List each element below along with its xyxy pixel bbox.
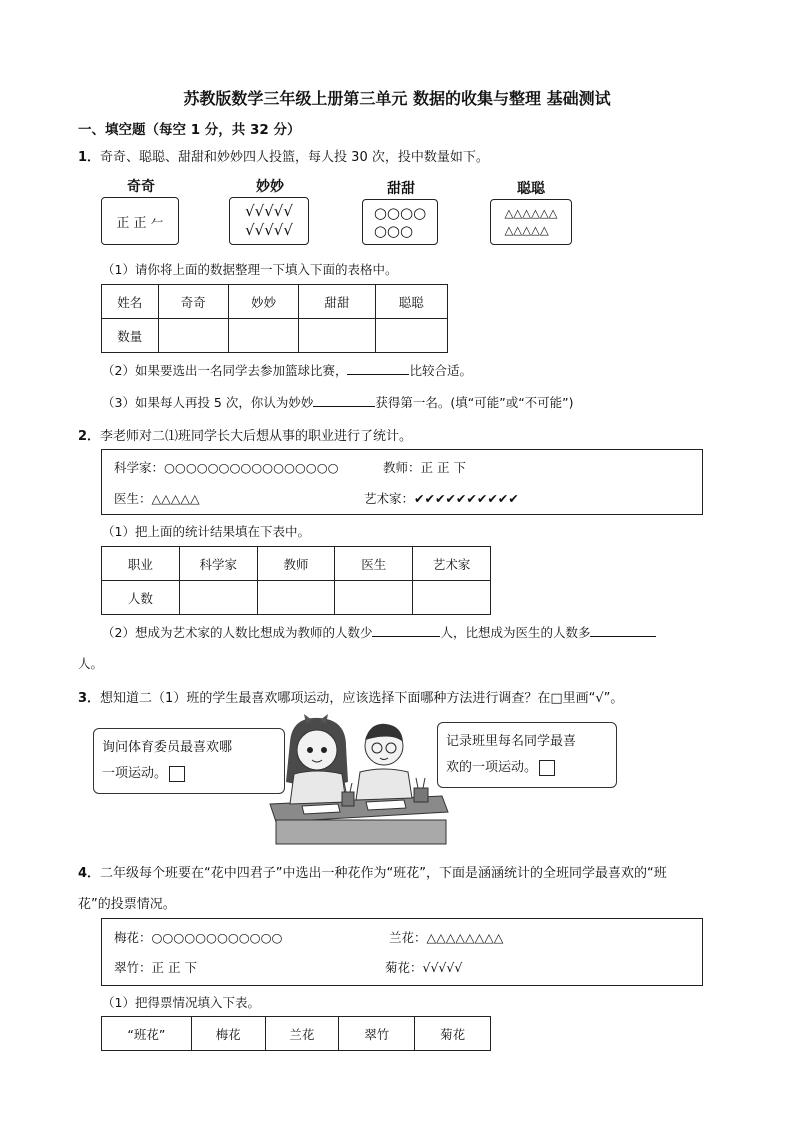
doctor-tally: 医生：△△△△△ xyxy=(114,491,200,506)
answer-cell[interactable] xyxy=(375,319,447,353)
question-3 xyxy=(78,687,623,706)
section-heading: 一、填空题（每空 1 分，共 32 分） xyxy=(78,122,301,138)
sub2-text-a: （2）想成为艺术家的人数比想成为教师的人数少 xyxy=(102,625,373,640)
circle-box xyxy=(362,199,438,245)
meihua-tally: 梅花：○○○○○○○○○○○○ xyxy=(114,930,283,945)
answer-cell[interactable] xyxy=(413,581,491,615)
table-header: 聪聪 xyxy=(375,285,447,319)
q2-sub1: （1）把上面的统计结果填在下表中。 xyxy=(102,524,310,539)
q1-sub3 xyxy=(102,393,574,411)
students-illustration xyxy=(262,712,452,846)
answer-blank[interactable] xyxy=(590,624,656,637)
option-a-text: 一项运动。 xyxy=(102,766,168,781)
option-a-bubble xyxy=(93,728,285,794)
answer-blank[interactable] xyxy=(313,394,375,407)
option-b-bubble xyxy=(437,722,617,788)
question-number: 4． xyxy=(78,866,101,881)
question-4-cont: 花”的投票情况。 xyxy=(78,897,176,912)
question-text: 想知道二（1）班的学生最喜欢哪项运动，应该选择下面哪种方法进行调查？在□里画“√”。 xyxy=(100,691,624,706)
q1-table xyxy=(101,284,448,353)
question-text: 二年级每个班要在“花中四君子”中选出一种花作为“班花”，下面是涵涵统计的全班同学最喜欢的“班 xyxy=(100,866,667,881)
table-header: 姓名 xyxy=(102,285,159,319)
q2-table xyxy=(101,546,491,615)
answer-blank[interactable] xyxy=(372,624,440,637)
q2-sub2-tail: 人。 xyxy=(78,656,104,671)
tally-box xyxy=(101,197,179,245)
sub2-text-b: 比较合适。 xyxy=(409,363,472,378)
question-text: 李老师对二⑴班同学长大后想从事的职业进行了统计。 xyxy=(100,429,413,444)
question-2 xyxy=(78,425,412,444)
answer-cell[interactable] xyxy=(335,581,413,615)
teacher-tally: 教师：正 正 下 xyxy=(383,460,466,475)
answer-cell[interactable] xyxy=(179,581,257,615)
sub2-text-a: （2）如果要选出一名同学去参加篮球比赛， xyxy=(102,363,348,378)
page-title: 苏教版数学三年级上册第三单元 数据的收集与整理 基础测试 xyxy=(183,89,611,108)
table-header: 翠竹 xyxy=(339,1017,415,1051)
table-row-label: 人数 xyxy=(102,581,180,615)
q4-table xyxy=(101,1016,491,1051)
lanhua-tally: 兰花：△△△△△△△△ xyxy=(389,930,504,945)
table-header: 甜甜 xyxy=(299,285,375,319)
table-row-label: 数量 xyxy=(102,319,159,353)
question-number: 1． xyxy=(78,150,101,165)
table-header: 妙妙 xyxy=(228,285,298,319)
table-header: “班花” xyxy=(102,1017,192,1051)
table-header: 医生 xyxy=(335,547,413,581)
tally-marks: 正 正 𠂉 xyxy=(116,215,164,231)
q2-sub2 xyxy=(102,623,656,641)
option-b-text: 记录班里每名同学最喜 xyxy=(446,734,577,749)
option-a-checkbox[interactable] xyxy=(169,766,185,782)
q1-sub2 xyxy=(102,361,472,379)
answer-cell[interactable] xyxy=(158,319,228,353)
circle-marks: ○○○○ ○○○ xyxy=(373,204,427,240)
q4-sub1: （1）把得票情况填入下表。 xyxy=(102,995,260,1010)
question-4 xyxy=(78,862,667,881)
scientist-tally: 科学家：○○○○○○○○○○○○○○○○ xyxy=(114,460,339,475)
check-box-card xyxy=(229,197,309,245)
question-number: 3． xyxy=(78,691,101,706)
question-1 xyxy=(78,146,489,165)
table-header: 梅花 xyxy=(191,1017,265,1051)
option-b-text: 欢的一项运动。 xyxy=(446,760,538,775)
option-b-checkbox[interactable] xyxy=(539,760,555,776)
juhua-tally: 菊花：√√√√√ xyxy=(385,960,463,975)
q1-sub1: （1）请你将上面的数据整理一下填入下面的表格中。 xyxy=(102,262,398,277)
sub2-text-b: 人，比想成为医生的人数多 xyxy=(440,625,591,640)
table-header: 菊花 xyxy=(415,1017,491,1051)
question-number: 2． xyxy=(78,429,101,444)
player-name: 妙妙 xyxy=(256,179,284,195)
table-header: 奇奇 xyxy=(158,285,228,319)
answer-cell[interactable] xyxy=(257,581,335,615)
player-name: 聪聪 xyxy=(517,181,545,197)
option-a-text: 询问体育委员最喜欢哪 xyxy=(102,740,233,755)
table-header: 科学家 xyxy=(179,547,257,581)
triangle-box xyxy=(490,199,572,245)
check-marks: √√√√√ √√√√√ xyxy=(245,202,293,239)
answer-blank[interactable] xyxy=(347,362,409,375)
table-header: 艺术家 xyxy=(413,547,491,581)
table-header: 职业 xyxy=(102,547,180,581)
triangle-marks: △△△△△△ △△△△△ xyxy=(504,206,558,237)
sub3-text-a: （3）如果每人再投 5 次，你认为妙妙 xyxy=(102,395,314,410)
artist-tally: 艺术家：✔✔✔✔✔✔✔✔✔✔ xyxy=(364,491,519,506)
table-header: 兰花 xyxy=(265,1017,339,1051)
question-text: 奇奇、聪聪、甜甜和妙妙四人投篮，每人投 30 次，投中数量如下。 xyxy=(100,150,489,165)
sub3-text-b: 获得第一名。(填“可能”或“不可能”) xyxy=(375,395,574,410)
cuizhu-tally: 翠竹：正 正 下 xyxy=(114,960,197,975)
player-name: 甜甜 xyxy=(387,181,415,197)
table-header: 教师 xyxy=(257,547,335,581)
answer-cell[interactable] xyxy=(228,319,298,353)
player-name: 奇奇 xyxy=(127,179,155,195)
answer-cell[interactable] xyxy=(299,319,375,353)
